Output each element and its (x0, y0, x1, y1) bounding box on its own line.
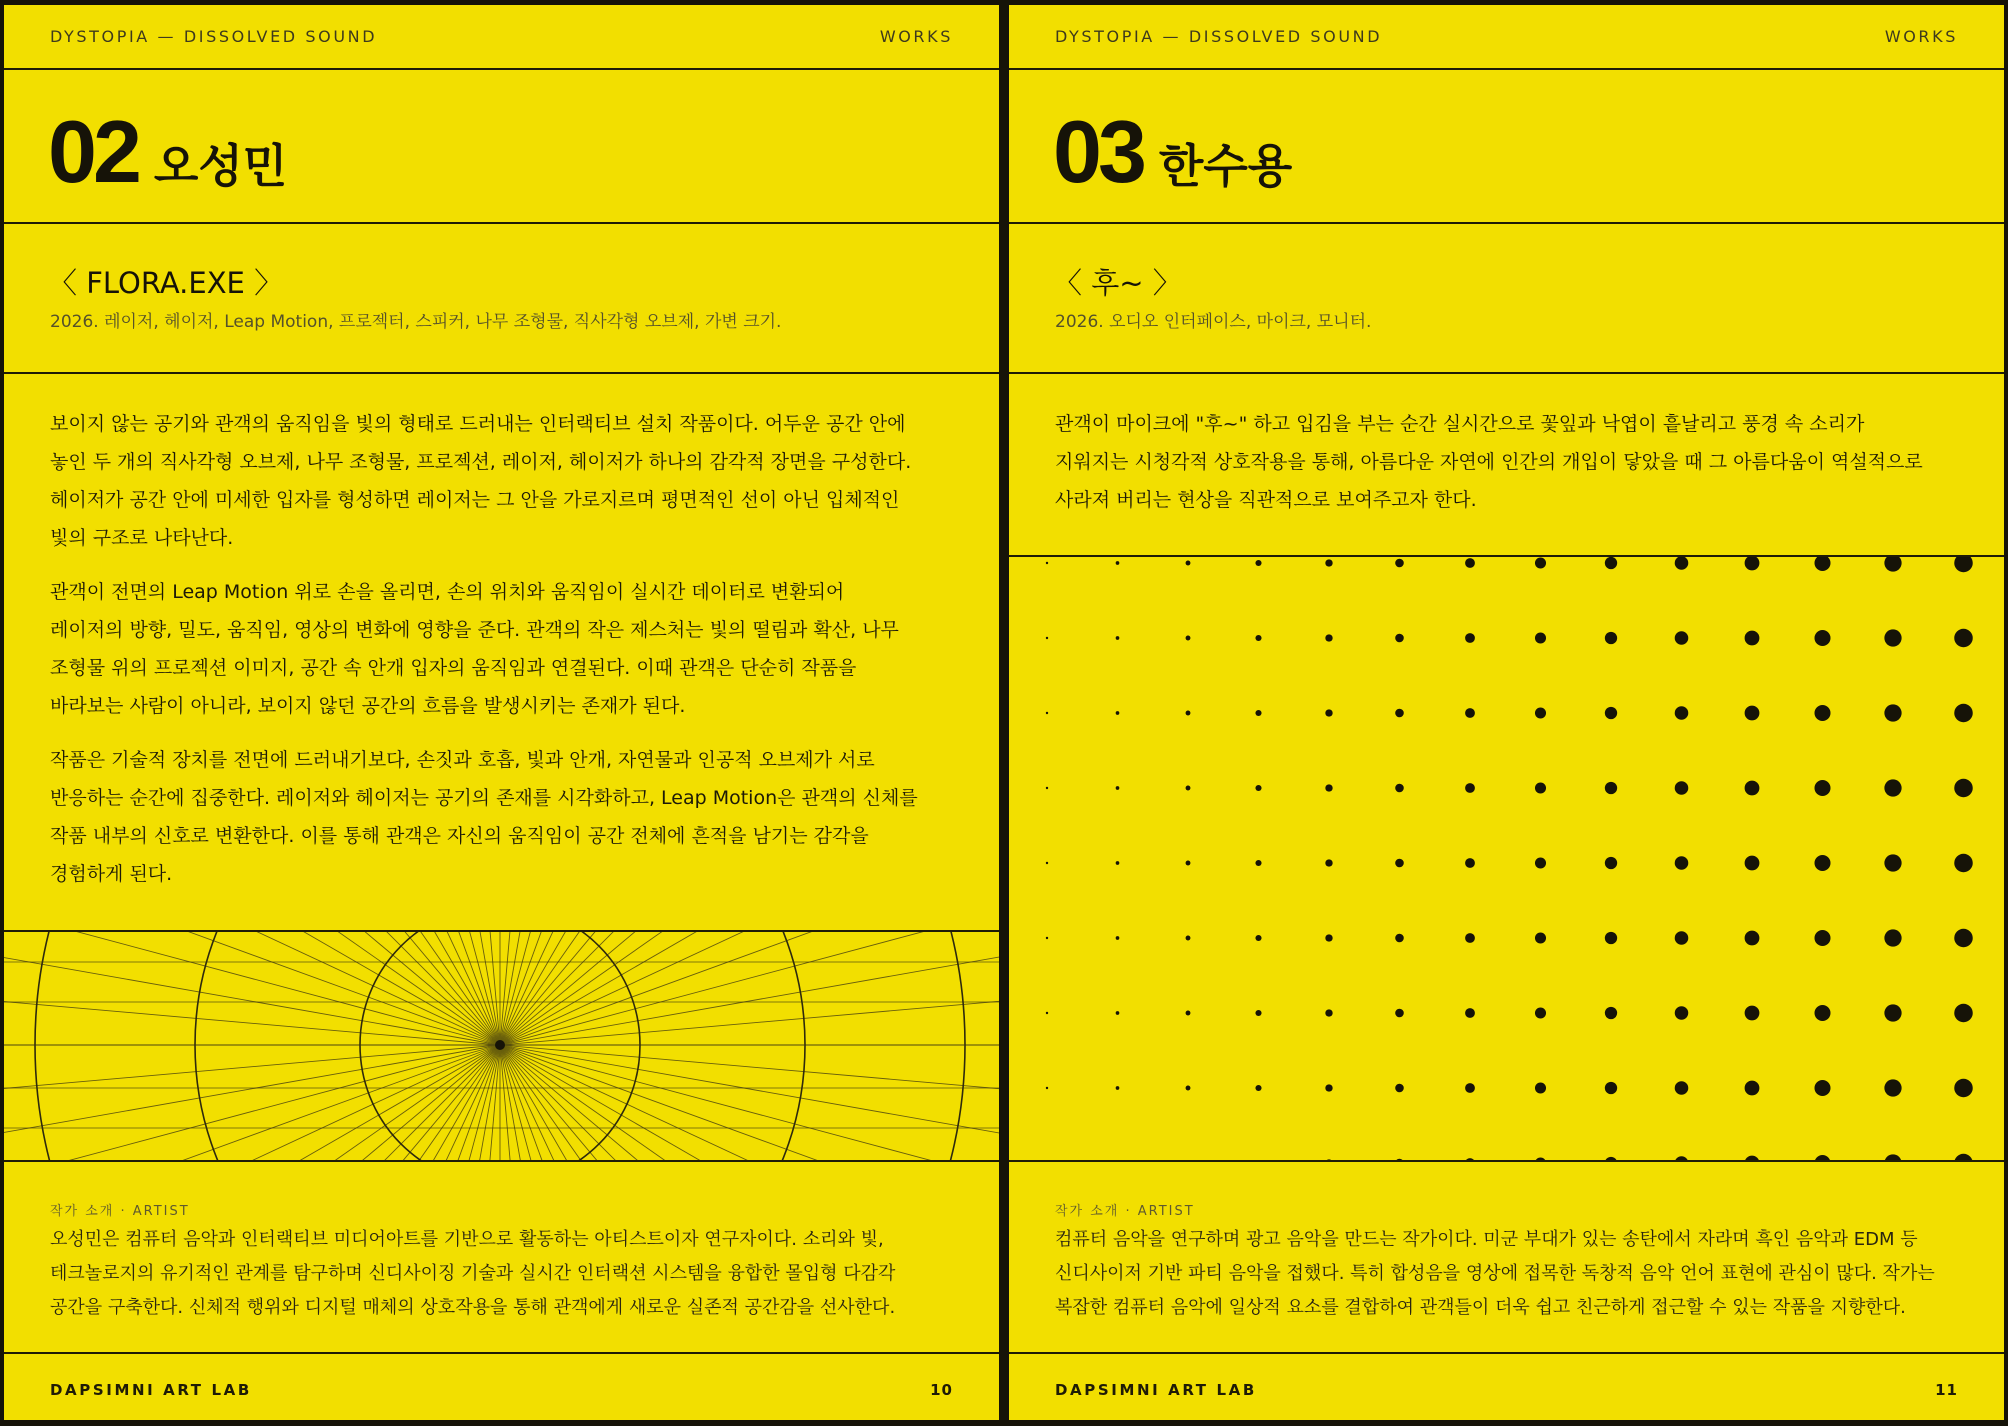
radial-ray (500, 932, 999, 1045)
grid-dot (1046, 787, 1048, 789)
grid-dot (1814, 780, 1830, 796)
grid-dot (1605, 782, 1617, 794)
grid-dot (1255, 1010, 1261, 1016)
grid-dot (1954, 704, 1973, 723)
grid-dot (1535, 557, 1546, 568)
radial-line-graphic (4, 932, 999, 1160)
radial-ray (4, 932, 500, 1045)
work-meta: 2026. 레이저, 헤이저, Leap Motion, 프로젝터, 스피커, 나무 조형물, 직사각형 오브제, 가변 크기. (50, 312, 782, 332)
radial-ray (500, 1045, 965, 1160)
grid-dot (1046, 712, 1048, 714)
radial-ray (500, 1045, 785, 1160)
work-number: 03 (1053, 102, 1143, 201)
radial-ray (4, 932, 500, 1045)
grid-dot (1395, 559, 1404, 568)
grid-dot (1605, 1082, 1617, 1094)
grid-dot (1954, 779, 1973, 798)
grid-dot (1395, 1084, 1404, 1093)
running-title: DYSTOPIA — DISSOLVED SOUND (50, 27, 378, 46)
radial-ray (4, 1045, 500, 1160)
grid-dot (1395, 784, 1404, 793)
radial-ray (4, 932, 500, 1045)
grid-dot (1814, 855, 1830, 871)
dot-grid-graphic (1009, 557, 2004, 1160)
page-number: 11 (1935, 1381, 1958, 1399)
rule-top (1009, 68, 2004, 70)
grid-dot (1186, 936, 1191, 941)
radial-ray (4, 932, 500, 1045)
grid-dot (1535, 932, 1546, 943)
rule-footer (1009, 1352, 2004, 1354)
grid-dot (1535, 1082, 1546, 1093)
grid-dot (1116, 936, 1120, 940)
radial-ray (215, 1045, 500, 1160)
radial-ray (35, 932, 500, 1045)
grid-dot (1884, 929, 1901, 946)
radial-ray (500, 1045, 999, 1141)
grid-dot (1535, 857, 1546, 868)
grid-dot (1116, 561, 1120, 565)
grid-dot (1186, 861, 1191, 866)
grid-dot (1255, 1085, 1261, 1091)
grid-dot (1954, 1004, 1973, 1023)
grid-dot (1325, 634, 1332, 641)
grid-dot (1605, 632, 1617, 644)
radial-ray (500, 932, 999, 1045)
grid-dot (1745, 706, 1760, 721)
radial-ray (500, 932, 999, 1045)
grid-dot (1186, 636, 1191, 641)
grid-dot (1046, 562, 1048, 564)
grid-dot (1046, 862, 1048, 864)
grid-dot (1814, 1080, 1830, 1096)
work-description (50, 405, 970, 909)
work-number: 02 (48, 102, 138, 201)
artist-bio: 오성민은 컴퓨터 음악과 인터랙티브 미디어아트를 기반으로 활동하는 아티스트이자 연구자이다. 소리와 빛, 테크놀로지의 유기적인 관계를 탐구하며 신디사이징 기술과 실시간 인터랙션 시스템을 융합한 몰입형 다감각 공간을 구축한다. 신체적 행위와 디지털 매체의 상호작용을 통해 관객에게 새로운 실존적 공간감을 선사한다. (50, 1229, 896, 1318)
grid-dot (1675, 856, 1689, 870)
radial-ray (4, 1045, 500, 1160)
work-title: 〈 후~ 〉 (1053, 266, 1182, 300)
grid-dot (1675, 706, 1689, 720)
grid-dot (1884, 629, 1901, 646)
radial-ray (4, 1045, 500, 1160)
grid-dot (1675, 631, 1689, 645)
grid-dot (1675, 1006, 1689, 1020)
radial-ray (4, 1045, 500, 1141)
radial-ray (500, 1045, 999, 1160)
grid-dot (1814, 1005, 1830, 1021)
grid-dot (1954, 629, 1973, 648)
grid-dot (1465, 858, 1475, 868)
grid-dot (1954, 929, 1973, 948)
grid-dot (1395, 859, 1404, 868)
grid-dot (1884, 779, 1901, 796)
radial-ray (4, 1045, 500, 1160)
radial-ray (4, 932, 500, 1045)
radial-ray (4, 932, 500, 1045)
rule-footer (4, 1352, 999, 1354)
radial-ray (500, 949, 999, 1045)
rule-meta (4, 372, 999, 374)
grid-dot (1186, 1011, 1191, 1016)
radial-ray (500, 932, 965, 1045)
work-title: 〈 FLORA.EXE 〉 (48, 266, 284, 300)
footer-label: DAPSIMNI ART LAB (1055, 1381, 1257, 1399)
grid-dot (1186, 1086, 1191, 1091)
grid-dot (1255, 560, 1261, 566)
rule-heading (4, 222, 999, 224)
grid-dot (1605, 857, 1617, 869)
grid-dot (1465, 1083, 1475, 1093)
artist-section-label: 작가 소개 · ARTIST (1055, 1204, 1195, 1219)
radial-ray (4, 1045, 500, 1160)
work-description (1055, 405, 1975, 535)
grid-dot (1116, 786, 1120, 790)
radial-ray (500, 1045, 999, 1160)
grid-dot (1465, 558, 1475, 568)
grid-dot (1814, 705, 1830, 721)
page-number: 10 (930, 1381, 953, 1399)
rule-heading (1009, 222, 2004, 224)
grid-dot (1465, 783, 1475, 793)
description-paragraph: 보이지 않는 공기와 관객의 움직임을 빛의 형태로 드러내는 인터랙티브 설치 작품이다. 어두운 공간 안에 놓인 두 개의 직사각형 오브제, 나무 조형물, 프로젝션, 레이저, 헤이저가 하나의 감각적 장면을 구성한다. 헤이저가 공간 안에 미세한 입자를 형성하면 레이저는 그 안을 가로지르며 평면적인 선이 아닌 입체적인 빛의 구조로 나타난다. (50, 413, 912, 549)
work-heading (1053, 101, 1292, 201)
radial-ray (4, 1045, 500, 1160)
work-meta: 2026. 오디오 인터페이스, 마이크, 모니터. (1055, 312, 1372, 332)
work-heading (48, 101, 287, 201)
grid-dot (1605, 707, 1617, 719)
grid-dot (1745, 781, 1760, 796)
artist-name: 한수용 (1158, 139, 1293, 193)
running-title: DYSTOPIA — DISSOLVED SOUND (1055, 27, 1383, 46)
description-paragraph: 관객이 전면의 Leap Motion 위로 손을 올리면, 손의 위치와 움직임이 실시간 데이터로 변환되어 레이저의 방향, 밀도, 움직임, 영상의 변화에 영향을 준다. 관객의 작은 제스처는 빛의 떨림과 확산, 나무 조형물 위의 프로젝션 이미지, 공간 속 안개 입자의 움직임과 연결된다. 이때 관객은 단순히 작품을 바라보는 사람이 아니라, 보이지 않던 공간의 흐름을 발생시키는 존재가 된다. (50, 581, 899, 717)
grid-dot (1046, 937, 1048, 939)
radial-ray (35, 1045, 500, 1160)
radial-ray (500, 932, 999, 1045)
grid-dot (1605, 1007, 1617, 1019)
radial-ray (4, 932, 500, 1045)
grid-dot (1116, 1011, 1120, 1015)
grid-dot (1255, 785, 1261, 791)
grid-dot (1745, 1006, 1760, 1021)
grid-dot (1255, 860, 1261, 866)
description-paragraph: 작품은 기술적 장치를 전면에 드러내기보다, 손짓과 호흡, 빛과 안개, 자연물과 인공적 오브제가 서로 반응하는 순간에 집중한다. 레이저와 헤이저는 공기의 존재를 시각화하고, Leap Motion은 관객의 신체를 작품 내부의 신호로 변환한다. 이를 통해 관객은 자신의 움직임이 공간 전체에 흔적을 남기는 감각을 경험하게 된다. (50, 749, 918, 885)
radial-ray (500, 1045, 999, 1160)
grid-dot (1395, 709, 1404, 718)
grid-dot (1675, 931, 1689, 945)
radial-ray (4, 1045, 500, 1160)
radial-ray (4, 949, 500, 1045)
grid-dot (1535, 707, 1546, 718)
grid-dot (1745, 631, 1760, 646)
grid-dot (1465, 1008, 1475, 1018)
radial-ray (215, 932, 500, 1045)
grid-dot (1814, 557, 1830, 571)
radial-ray (4, 1045, 500, 1160)
grid-dot (1395, 634, 1404, 643)
artist-section-label: 작가 소개 · ARTIST (50, 1204, 190, 1219)
grid-dot (1046, 1012, 1048, 1014)
radial-ray (500, 1045, 999, 1160)
grid-dot (1884, 854, 1901, 871)
radial-ray (500, 932, 999, 1045)
grid-dot (1884, 704, 1901, 721)
radial-ray (500, 1045, 999, 1160)
grid-dot (1675, 557, 1689, 570)
grid-dot (1605, 932, 1617, 944)
grid-dot (1465, 933, 1475, 943)
radial-ray (500, 1045, 999, 1160)
grid-dot (1465, 633, 1475, 643)
grid-dot (1745, 557, 1760, 570)
grid-dot (1325, 784, 1332, 791)
grid-dot (1325, 709, 1332, 716)
grid-dot (1116, 711, 1120, 715)
grid-dot (1325, 559, 1332, 566)
grid-dot (1395, 934, 1404, 943)
radial-ray (500, 1045, 999, 1160)
radial-ray (500, 932, 999, 1045)
artist-name: 오성민 (153, 139, 288, 193)
grid-dot (1745, 931, 1760, 946)
grid-dot (1116, 861, 1120, 865)
grid-dot (1535, 1007, 1546, 1018)
radial-ray (500, 1045, 999, 1160)
grid-dot (1186, 786, 1191, 791)
grid-dot (1255, 935, 1261, 941)
radial-ray (4, 1045, 500, 1160)
grid-dot (1954, 557, 1973, 572)
grid-dot (1325, 1009, 1332, 1016)
grid-dot (1814, 630, 1830, 646)
grid-dot (1325, 1084, 1332, 1091)
rule-graphic-bottom (4, 1160, 999, 1162)
artist-bio: 컴퓨터 음악을 연구하며 광고 음악을 만드는 작가이다. 미군 부대가 있는 송탄에서 자라며 흑인 음악과 EDM 등 신디사이저 기반 파티 음악을 접했다. 특히 합성음을 영상에 접목한 독창적 음악 언어 표현에 관심이 많다. 작가는 복잡한 컴퓨터 음악에 일상적 요소를 결합하여 관객들이 더욱 쉽고 친근하게 접근할 수 있는 작품을 지향한다. (1055, 1229, 1935, 1318)
page-left (4, 5, 999, 1420)
grid-dot (1046, 1087, 1048, 1089)
radial-ray (500, 1045, 999, 1160)
radial-ray (500, 932, 999, 1045)
grid-dot (1116, 636, 1120, 640)
grid-dot (1255, 635, 1261, 641)
radial-ray (4, 932, 500, 1045)
grid-dot (1325, 934, 1332, 941)
rule-meta (1009, 372, 2004, 374)
grid-dot (1046, 637, 1048, 639)
radial-ray (4, 1045, 500, 1160)
radial-ray (500, 1045, 999, 1160)
grid-dot (1675, 1081, 1689, 1095)
grid-dot (1884, 1004, 1901, 1021)
grid-dot (1675, 781, 1689, 795)
grid-dot (1325, 859, 1332, 866)
radial-ray (500, 932, 785, 1045)
grid-dot (1954, 854, 1973, 873)
grid-dot (1954, 1079, 1973, 1098)
rule-graphic-bottom (1009, 1160, 2004, 1162)
grid-dot (1745, 856, 1760, 871)
grid-dot (1884, 1079, 1901, 1096)
radial-ray (4, 1045, 500, 1160)
rule-top (4, 68, 999, 70)
radial-ray (4, 932, 500, 1045)
footer-label: DAPSIMNI ART LAB (50, 1381, 252, 1399)
grid-dot (1186, 561, 1191, 566)
section-label: WORKS (879, 27, 953, 46)
radial-ray (500, 932, 999, 1045)
radial-ray (4, 932, 500, 1045)
grid-dot (1535, 632, 1546, 643)
description-paragraph: 관객이 마이크에 "후~" 하고 입김을 부는 순간 실시간으로 꽃잎과 낙엽이 흩날리고 풍경 속 소리가 지워지는 시청각적 상호작용을 통해, 아름다운 자연에 인간의 개입이 닿았을 때 그 아름다움이 역설적으로 사라져 버리는 현상을 직관적으로 보여주고자 한다. (1055, 413, 1923, 511)
focal-point (495, 1040, 505, 1050)
radial-ray (4, 932, 500, 1045)
radial-ray (500, 932, 999, 1045)
radial-ray (500, 932, 999, 1045)
dot-grid (1046, 557, 1973, 1160)
grid-dot (1255, 710, 1261, 716)
grid-dot (1814, 930, 1830, 946)
radial-ray (500, 1045, 999, 1160)
grid-dot (1605, 557, 1617, 569)
grid-dot (1884, 557, 1901, 572)
grid-dot (1535, 782, 1546, 793)
section-label: WORKS (1884, 27, 1958, 46)
grid-dot (1395, 1009, 1404, 1018)
radial-ray (500, 932, 999, 1045)
grid-dot (1745, 1081, 1760, 1096)
grid-dot (1186, 711, 1191, 716)
grid-dot (1116, 1086, 1120, 1090)
page-right (1009, 5, 2004, 1420)
grid-dot (1465, 708, 1475, 718)
